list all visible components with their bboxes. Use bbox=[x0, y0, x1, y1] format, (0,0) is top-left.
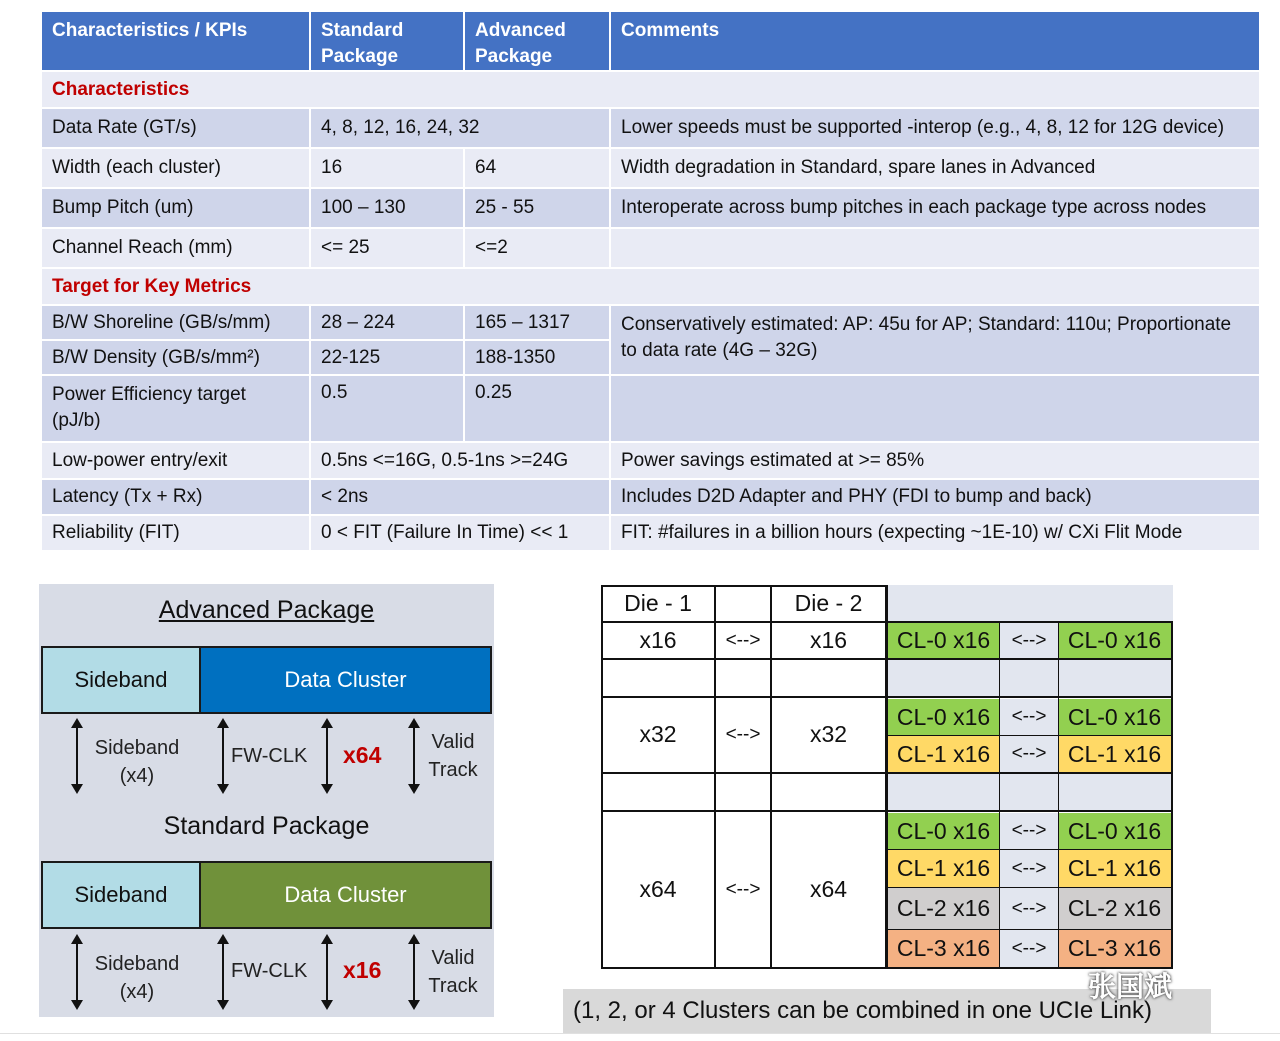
die1-x16: x16 bbox=[639, 627, 677, 653]
cluster-grid bbox=[601, 585, 1173, 969]
cluster-cell: CL-0 x16 bbox=[887, 699, 1000, 735]
spacer-cell bbox=[887, 660, 1173, 696]
cluster-cell: CL-1 x16 bbox=[1058, 850, 1171, 887]
cluster-cell: CL-1 x16 bbox=[887, 850, 1000, 887]
grid-line bbox=[999, 622, 1000, 968]
cluster-cell: CL-3 x16 bbox=[887, 930, 1000, 967]
cluster-cell: CL-2 x16 bbox=[1058, 888, 1171, 929]
kpi-advanced: 25 - 55 bbox=[464, 188, 610, 228]
table-header-row bbox=[41, 11, 1260, 71]
cluster-cell: CL-0 x16 bbox=[887, 813, 1000, 849]
link-arrow: <--> bbox=[725, 629, 761, 651]
die2-x64: x64 bbox=[809, 876, 848, 902]
cluster-cell: CL-0 x16 bbox=[1058, 699, 1171, 735]
sideband-box: Sideband bbox=[43, 863, 201, 927]
advanced-package-title: Advanced Package bbox=[158, 596, 375, 624]
kpi-standard: <= 25 bbox=[310, 228, 464, 268]
kpi-comment: Power savings estimated at >= 85% bbox=[610, 442, 1260, 479]
die2-x32: x32 bbox=[809, 721, 848, 747]
kpi-comment: FIT: #failures in a billion hours (expecting ~1E-10) w/ CXi Flit Mode bbox=[610, 515, 1260, 551]
kpi-comment: Includes D2D Adapter and PHY (FDI to bump and back) bbox=[610, 479, 1260, 515]
kpi-standard: 28 – 224 bbox=[310, 305, 464, 340]
link-arrow: <--> bbox=[1000, 930, 1058, 967]
sideband-signal-label: Sideband (x4) bbox=[94, 953, 180, 1003]
kpi-standard: 0.5 bbox=[310, 375, 464, 442]
fw-clk-label: FW-CLK bbox=[231, 960, 308, 982]
table-row bbox=[41, 515, 1260, 551]
spacer-cell bbox=[887, 773, 1173, 810]
kpi-label: B/W Density (GB/s/mm²) bbox=[41, 340, 310, 375]
grid-line bbox=[601, 585, 603, 969]
kpi-standard: 22-125 bbox=[310, 340, 464, 375]
kpi-advanced: 188-1350 bbox=[464, 340, 610, 375]
link-arrow: <--> bbox=[1000, 888, 1058, 929]
double-arrow-icon bbox=[70, 718, 84, 794]
die1-header: Die - 1 bbox=[624, 589, 692, 616]
kpi-standard: 100 – 130 bbox=[310, 188, 464, 228]
grid-line bbox=[1058, 622, 1059, 968]
kpi-advanced: 0.25 bbox=[464, 375, 610, 442]
kpi-advanced: 64 bbox=[464, 148, 610, 188]
table-row bbox=[41, 479, 1260, 515]
kpi-value: 4, 8, 12, 16, 24, 32 bbox=[310, 108, 610, 148]
kpi-standard: 16 bbox=[310, 148, 464, 188]
valid-track-label: Valid Track bbox=[428, 731, 478, 781]
double-arrow-icon bbox=[320, 718, 334, 794]
section-characteristics: Characteristics bbox=[41, 71, 1260, 108]
standard-package-title: Standard Package bbox=[163, 812, 370, 840]
table-row bbox=[41, 375, 1260, 442]
divider bbox=[0, 1033, 1280, 1034]
grid-line bbox=[770, 585, 772, 969]
kpi-table bbox=[40, 10, 1261, 552]
link-arrow: <--> bbox=[1000, 850, 1058, 887]
kpi-advanced: 165 – 1317 bbox=[464, 305, 610, 340]
cluster-cell: CL-2 x16 bbox=[887, 888, 1000, 929]
kpi-label: B/W Shoreline (GB/s/mm) bbox=[41, 305, 310, 340]
cluster-cell: CL-0 x16 bbox=[887, 622, 1000, 659]
double-arrow-icon bbox=[216, 934, 230, 1010]
table-row bbox=[41, 108, 1260, 148]
link-arrow: <--> bbox=[725, 723, 761, 745]
table-row bbox=[41, 228, 1260, 268]
kpi-comment bbox=[610, 375, 1260, 442]
kpi-value: 0.5ns <=16G, 0.5-1ns >=24G bbox=[310, 442, 610, 479]
grid-line bbox=[601, 585, 887, 587]
header-comments: Comments bbox=[610, 11, 1260, 71]
grid-line bbox=[714, 585, 716, 969]
double-arrow-icon bbox=[320, 934, 334, 1010]
cluster-cell: CL-3 x16 bbox=[1058, 930, 1171, 967]
link-arrow: <--> bbox=[1000, 813, 1058, 849]
watermark: 张国斌 bbox=[1088, 971, 1173, 1002]
kpi-label: Power Efficiency target (pJ/b) bbox=[41, 375, 310, 442]
double-arrow-icon bbox=[70, 934, 84, 1010]
header-standard: Standard Package bbox=[310, 11, 464, 71]
header-filler bbox=[887, 585, 1173, 621]
kpi-label: Width (each cluster) bbox=[41, 148, 310, 188]
data-cluster-box: Data Cluster bbox=[201, 863, 490, 927]
die2-x16: x16 bbox=[809, 627, 848, 653]
kpi-value: 0 < FIT (Failure In Time) << 1 bbox=[310, 515, 610, 551]
double-arrow-icon bbox=[216, 718, 230, 794]
table-row bbox=[41, 442, 1260, 479]
table-row bbox=[41, 188, 1260, 228]
sideband-signal-label: Sideband (x4) bbox=[94, 737, 180, 787]
cluster-cell: CL-0 x16 bbox=[1058, 622, 1171, 659]
die1-x64: x64 bbox=[639, 876, 677, 902]
sideband-box: Sideband bbox=[43, 648, 201, 712]
valid-track-label: Valid Track bbox=[428, 947, 478, 997]
grid-line bbox=[887, 849, 1173, 850]
standard-bar bbox=[41, 861, 492, 929]
cluster-cell: CL-0 x16 bbox=[1058, 813, 1171, 849]
kpi-label: Reliability (FIT) bbox=[41, 515, 310, 551]
grid-line bbox=[1171, 621, 1173, 969]
die1-x32: x32 bbox=[639, 721, 677, 747]
kpi-label: Data Rate (GT/s) bbox=[41, 108, 310, 148]
section-row-characteristics bbox=[41, 71, 1260, 108]
kpi-label: Bump Pitch (um) bbox=[41, 188, 310, 228]
header-kpis: Characteristics / KPIs bbox=[41, 11, 310, 71]
die2-header: Die - 2 bbox=[794, 589, 863, 616]
kpi-comment: Width degradation in Standard, spare lanes in Advanced bbox=[610, 148, 1260, 188]
section-targets: Target for Key Metrics bbox=[41, 268, 1260, 305]
kpi-label: Latency (Tx + Rx) bbox=[41, 479, 310, 515]
double-arrow-icon bbox=[407, 934, 421, 1010]
standard-width-label: x16 bbox=[343, 957, 382, 983]
advanced-width-label: x64 bbox=[343, 742, 382, 768]
table-row bbox=[41, 305, 1260, 340]
cluster-cell: CL-1 x16 bbox=[1058, 736, 1171, 772]
kpi-label: Channel Reach (mm) bbox=[41, 228, 310, 268]
link-arrow: <--> bbox=[1000, 699, 1058, 735]
kpi-comment: Interoperate across bump pitches in each package type across nodes bbox=[610, 188, 1260, 228]
fw-clk-label: FW-CLK bbox=[231, 745, 308, 767]
kpi-value: < 2ns bbox=[310, 479, 610, 515]
cluster-cell: CL-1 x16 bbox=[887, 736, 1000, 772]
header-advanced: Advanced Package bbox=[464, 11, 610, 71]
grid-line bbox=[887, 929, 1173, 930]
link-arrow: <--> bbox=[725, 878, 761, 900]
grid-line bbox=[887, 887, 1173, 888]
link-arrow: <--> bbox=[1000, 622, 1058, 659]
kpi-comment: Conservatively estimated: AP: 45u for AP; Standard: 110u; Proportionate to data rate (4G – 32G) bbox=[610, 305, 1260, 375]
table-row bbox=[41, 148, 1260, 188]
link-arrow: <--> bbox=[1000, 736, 1058, 772]
data-cluster-box: Data Cluster bbox=[201, 648, 490, 712]
double-arrow-icon bbox=[407, 718, 421, 794]
cluster-note: (1, 2, or 4 Clusters can be combined in one UCIe Link) bbox=[563, 989, 1211, 1033]
kpi-comment bbox=[610, 228, 1260, 268]
grid-line bbox=[887, 735, 1173, 736]
section-row-targets bbox=[41, 268, 1260, 305]
kpi-label: Low-power entry/exit bbox=[41, 442, 310, 479]
grid-line bbox=[885, 585, 888, 969]
advanced-bar bbox=[41, 646, 492, 714]
kpi-advanced: <=2 bbox=[464, 228, 610, 268]
package-diagram bbox=[39, 584, 494, 1017]
kpi-comment: Lower speeds must be supported -interop (e.g., 4, 8, 12 for 12G device) bbox=[610, 108, 1260, 148]
